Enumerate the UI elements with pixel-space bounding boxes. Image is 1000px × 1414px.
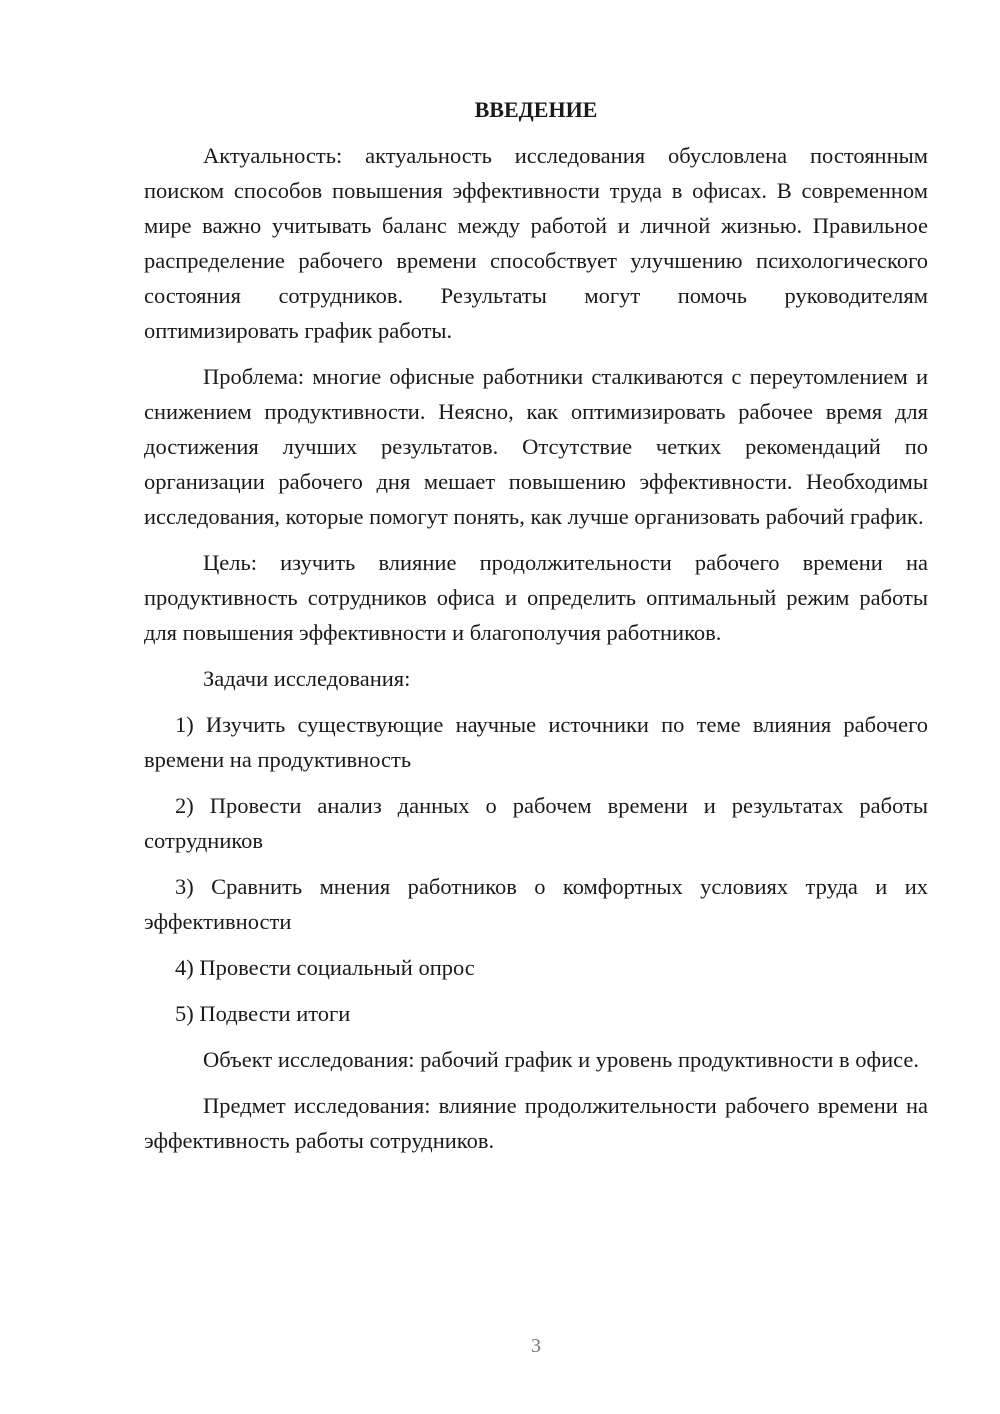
- paragraph-goal: Цель: изучить влияние продолжительности рабочего времени на продуктивность сотрудников офиса и определить оптимальный режим работы для повышения эффективности и благополучия работников.: [144, 550, 928, 645]
- task-item-4: 4) Провести социальный опрос: [175, 955, 475, 980]
- paragraph-object: Объект исследования: рабочий график и уровень продуктивности в офисе.: [203, 1047, 919, 1072]
- task-item-2: 2) Провести анализ данных о рабочем времени и результатах работы сотрудников: [144, 793, 928, 853]
- page-content: [144, 92, 928, 1169]
- tasks-heading: Задачи исследования:: [203, 666, 411, 691]
- paragraph-relevance: Актуальность: актуальность исследования обусловлена постоянным поиском способов повышения эффективности труда в офисах. В современном мире важно учитывать баланс между работой и личной жизнью. Правильное распределение рабочего времени способствует улучшению психологического состояния сотрудников. Результаты могут помочь руководителям оптимизировать график работы.: [144, 143, 928, 343]
- paragraph-subject: Предмет исследования: влияние продолжительности рабочего времени на эффективность работы сотрудников.: [144, 1093, 928, 1153]
- task-item-5: 5) Подвести итоги: [175, 1001, 351, 1026]
- page-title: ВВЕДЕНИЕ: [474, 97, 598, 122]
- task-item-1: 1) Изучить существующие научные источники по теме влияния рабочего времени на продуктивность: [144, 712, 928, 772]
- task-item-3: 3) Сравнить мнения работников о комфортных условиях труда и их эффективности: [144, 874, 928, 934]
- paragraph-problem: Проблема: многие офисные работники сталкиваются с переутомлением и снижением продуктивности. Неясно, как оптимизировать рабочее время для достижения лучших результатов. Отсутствие четких рекомендаций по организации рабочего дня мешает повышению эффективности. Необходимы исследования, которые помогут понять, как лучше организовать рабочий график.: [144, 364, 928, 529]
- page-number: 3: [531, 1335, 541, 1357]
